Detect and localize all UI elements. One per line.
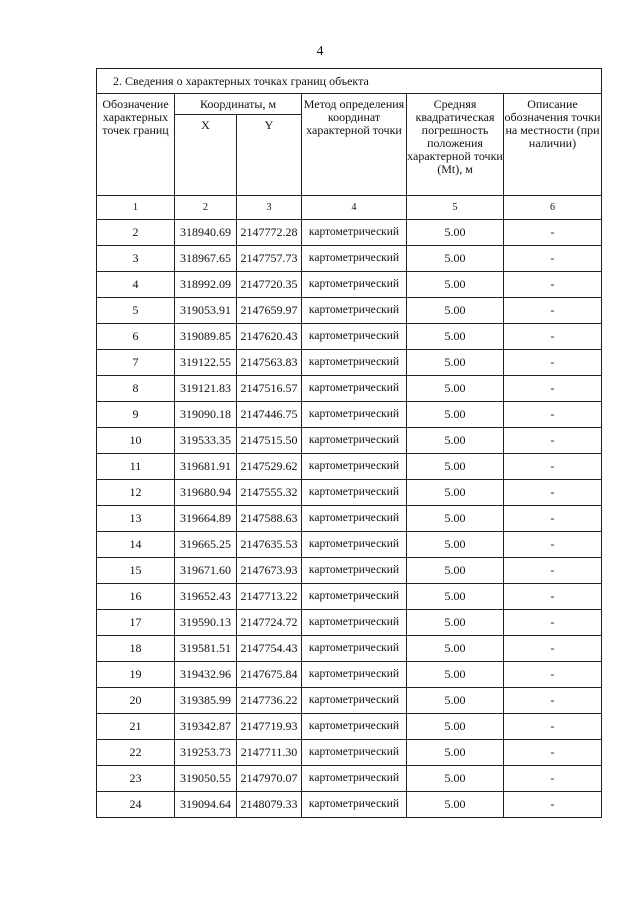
cell-error: 5.00 [407,350,504,376]
table-row [97,792,602,818]
cell-error: 5.00 [407,272,504,298]
table-row [97,558,602,584]
cell-x: 319680.94 [175,480,237,506]
table-row [97,506,602,532]
cell-error: 5.00 [407,532,504,558]
cell-error: 5.00 [407,740,504,766]
table-row [97,610,602,636]
cell-method: картометрический [302,402,407,428]
cell-point: 7 [97,350,175,376]
cell-error: 5.00 [407,792,504,818]
cell-error: 5.00 [407,402,504,428]
cell-x: 319664.89 [175,506,237,532]
cell-description: - [504,558,602,584]
cell-description: - [504,350,602,376]
cell-method: картометрический [302,454,407,480]
boundary-points-table [96,68,602,818]
cell-x: 319121.83 [175,376,237,402]
table-row [97,636,602,662]
cell-error: 5.00 [407,610,504,636]
cell-y: 2147515.50 [237,428,302,454]
cell-y: 2147555.32 [237,480,302,506]
cell-method: картометрический [302,766,407,792]
cell-point: 21 [97,714,175,740]
cell-method: картометрический [302,298,407,324]
section-title: 2. Сведения о характерных точках границ объекта [97,69,602,94]
cell-method: картометрический [302,350,407,376]
cell-x: 319090.18 [175,402,237,428]
cell-error: 5.00 [407,766,504,792]
cell-error: 5.00 [407,376,504,402]
cell-description: - [504,454,602,480]
cell-x: 318940.69 [175,220,237,246]
table-row [97,298,602,324]
cell-x: 319432.96 [175,662,237,688]
column-number-row [97,196,602,220]
cell-y: 2147529.62 [237,454,302,480]
column-number: 4 [302,196,407,220]
cell-error: 5.00 [407,636,504,662]
cell-point: 12 [97,480,175,506]
table-row [97,376,602,402]
cell-method: картометрический [302,584,407,610]
cell-method: картометрический [302,376,407,402]
table-row [97,428,602,454]
table-row [97,766,602,792]
cell-description: - [504,480,602,506]
cell-method: картометрический [302,272,407,298]
cell-y: 2147757.73 [237,246,302,272]
table-row [97,740,602,766]
cell-x: 319590.13 [175,610,237,636]
cell-x: 319089.85 [175,324,237,350]
cell-error: 5.00 [407,428,504,454]
cell-method: картометрический [302,220,407,246]
cell-error: 5.00 [407,220,504,246]
cell-point: 18 [97,636,175,662]
header-row-1 [97,94,602,115]
cell-description: - [504,532,602,558]
cell-y: 2147446.75 [237,402,302,428]
cell-description: - [504,714,602,740]
cell-error: 5.00 [407,558,504,584]
table-row [97,402,602,428]
cell-description: - [504,428,602,454]
header-y: Y [237,115,302,196]
cell-error: 5.00 [407,506,504,532]
cell-y: 2147711.30 [237,740,302,766]
cell-y: 2147620.43 [237,324,302,350]
cell-y: 2147588.63 [237,506,302,532]
cell-point: 13 [97,506,175,532]
cell-description: - [504,610,602,636]
cell-method: картометрический [302,740,407,766]
cell-method: картометрический [302,688,407,714]
cell-error: 5.00 [407,714,504,740]
cell-point: 20 [97,688,175,714]
header-description: Описание обозначения точки на местности (при наличии) [504,94,602,196]
table-row [97,246,602,272]
cell-method: картометрический [302,610,407,636]
table-row [97,454,602,480]
cell-y: 2147754.43 [237,636,302,662]
column-number: 2 [175,196,237,220]
cell-error: 5.00 [407,480,504,506]
cell-description: - [504,246,602,272]
cell-y: 2147673.93 [237,558,302,584]
cell-error: 5.00 [407,688,504,714]
cell-description: - [504,220,602,246]
table-row [97,480,602,506]
table-row [97,324,602,350]
header-error: Средняя квадратическая погрешность положения характерной точки (Mt), м [407,94,504,196]
cell-point: 14 [97,532,175,558]
cell-description: - [504,766,602,792]
cell-method: картометрический [302,480,407,506]
cell-point: 3 [97,246,175,272]
cell-error: 5.00 [407,246,504,272]
cell-y: 2147563.83 [237,350,302,376]
cell-y: 2147675.84 [237,662,302,688]
cell-point: 5 [97,298,175,324]
cell-x: 319253.73 [175,740,237,766]
cell-method: картометрический [302,714,407,740]
section-title-row [97,69,602,94]
cell-method: картометрический [302,506,407,532]
cell-description: - [504,402,602,428]
cell-method: картометрический [302,246,407,272]
cell-description: - [504,662,602,688]
column-number: 5 [407,196,504,220]
cell-y: 2147724.72 [237,610,302,636]
cell-method: картометрический [302,324,407,350]
cell-y: 2147516.57 [237,376,302,402]
cell-error: 5.00 [407,298,504,324]
cell-x: 319681.91 [175,454,237,480]
cell-description: - [504,324,602,350]
cell-error: 5.00 [407,454,504,480]
cell-x: 319053.91 [175,298,237,324]
table-row [97,532,602,558]
table-row [97,272,602,298]
cell-description: - [504,506,602,532]
table-row [97,220,602,246]
cell-point: 22 [97,740,175,766]
cell-y: 2147970.07 [237,766,302,792]
cell-y: 2147736.22 [237,688,302,714]
cell-method: картометрический [302,428,407,454]
cell-point: 9 [97,402,175,428]
table-row [97,584,602,610]
cell-description: - [504,272,602,298]
column-number: 1 [97,196,175,220]
cell-x: 319671.60 [175,558,237,584]
table-row [97,688,602,714]
cell-y: 2147659.97 [237,298,302,324]
cell-x: 318992.09 [175,272,237,298]
cell-description: - [504,376,602,402]
cell-x: 319094.64 [175,792,237,818]
cell-point: 24 [97,792,175,818]
cell-x: 319342.87 [175,714,237,740]
cell-method: картометрический [302,532,407,558]
cell-x: 319122.55 [175,350,237,376]
column-number: 6 [504,196,602,220]
cell-point: 6 [97,324,175,350]
cell-y: 2148079.33 [237,792,302,818]
cell-method: картометрический [302,558,407,584]
table-row [97,662,602,688]
cell-point: 16 [97,584,175,610]
cell-point: 4 [97,272,175,298]
cell-x: 319581.51 [175,636,237,662]
cell-method: картометрический [302,792,407,818]
cell-error: 5.00 [407,584,504,610]
cell-description: - [504,584,602,610]
cell-x: 319665.25 [175,532,237,558]
cell-x: 319652.43 [175,584,237,610]
cell-point: 2 [97,220,175,246]
header-method: Метод определения координат характерной точки [302,94,407,196]
page-number: 4 [316,44,324,59]
cell-y: 2147635.53 [237,532,302,558]
cell-x: 319533.35 [175,428,237,454]
cell-y: 2147772.28 [237,220,302,246]
cell-error: 5.00 [407,324,504,350]
cell-point: 23 [97,766,175,792]
cell-description: - [504,636,602,662]
cell-x: 319385.99 [175,688,237,714]
cell-point: 11 [97,454,175,480]
cell-point: 19 [97,662,175,688]
cell-error: 5.00 [407,662,504,688]
cell-method: картометрический [302,636,407,662]
header-coordinates: Координаты, м [175,94,302,115]
cell-point: 17 [97,610,175,636]
cell-method: картометрический [302,662,407,688]
header-x: X [175,115,237,196]
cell-point: 15 [97,558,175,584]
table-body [97,69,602,818]
table-row [97,714,602,740]
cell-description: - [504,298,602,324]
header-designation: Обозначение характерных точек границ [97,94,175,196]
column-number: 3 [237,196,302,220]
cell-point: 10 [97,428,175,454]
cell-x: 319050.55 [175,766,237,792]
table-row [97,350,602,376]
cell-y: 2147719.93 [237,714,302,740]
cell-y: 2147720.35 [237,272,302,298]
cell-point: 8 [97,376,175,402]
cell-description: - [504,740,602,766]
cell-y: 2147713.22 [237,584,302,610]
cell-description: - [504,688,602,714]
cell-description: - [504,792,602,818]
cell-x: 318967.65 [175,246,237,272]
